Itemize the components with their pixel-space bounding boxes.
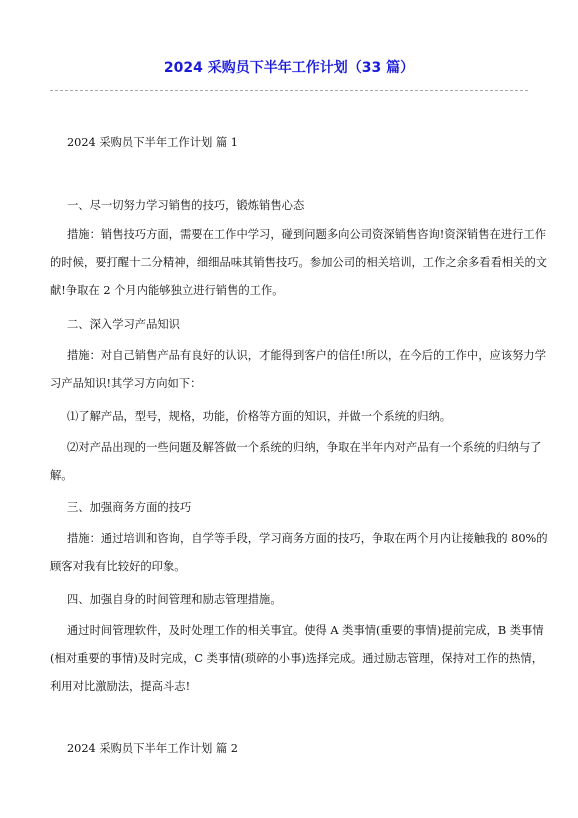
item-2-heading: 二、深入学习产品知识 <box>67 318 180 331</box>
item-4-heading: 四、加强自身的时间管理和励志管理措施。 <box>67 593 282 606</box>
item-2-point-1: ⑴了解产品，型号，规格，功能，价格等方面的知识，并做一个系统的归纳。 <box>67 410 452 423</box>
item-4-body: 通过时间管理软件，及时处理工作的相关事宜。使得 A 类事情(重要的事情)提前完成，B 类事情(相对重要的事情)及时完成，C 类事情(琐碎的小事)选择完成。通过励志管理，保持对工作的热情，利用对比激励法，提高斗志! <box>50 624 544 693</box>
item-3-body: 措施：通过培训和咨询，自学等手段，学习商务方面的技巧，争取在两个月内让接触我的 80%的顾客对我有比较好的印象。 <box>50 532 548 573</box>
item-1-heading: 一、尽一切努力学习销售的技巧，锻炼销售心态 <box>67 199 305 212</box>
item-3-heading: 三、加强商务方面的技巧 <box>67 501 192 514</box>
item-2-point-2: ⑵对产品出现的一些问题及解答做一个系统的归纳，争取在半年内对产品有一个系统的归纳与了解。 <box>50 441 542 482</box>
section-heading-2: 2024 采购员下半年工作计划 篇 2 <box>67 742 238 755</box>
document-title: 2024 采购员下半年工作计划（33 篇） <box>163 60 415 76</box>
title-divider <box>50 90 528 91</box>
section-heading-1: 2024 采购员下半年工作计划 篇 1 <box>67 136 238 149</box>
item-2-body: 措施：对自己销售产品有良好的认识，才能得到客户的信任!所以，在今后的工作中，应该努力学习产品知识!其学习方向如下： <box>50 349 547 390</box>
item-1-body: 措施：销售技巧方面，需要在工作中学习，碰到问题多向公司资深销售咨询!资深销售在进行工作的时候，要打醒十二分精神，细细品味其销售技巧。参加公司的相关培训，工作之余多看看相关的文献!争取在 2 个月内能够独立进行销售的工作。 <box>50 228 548 297</box>
